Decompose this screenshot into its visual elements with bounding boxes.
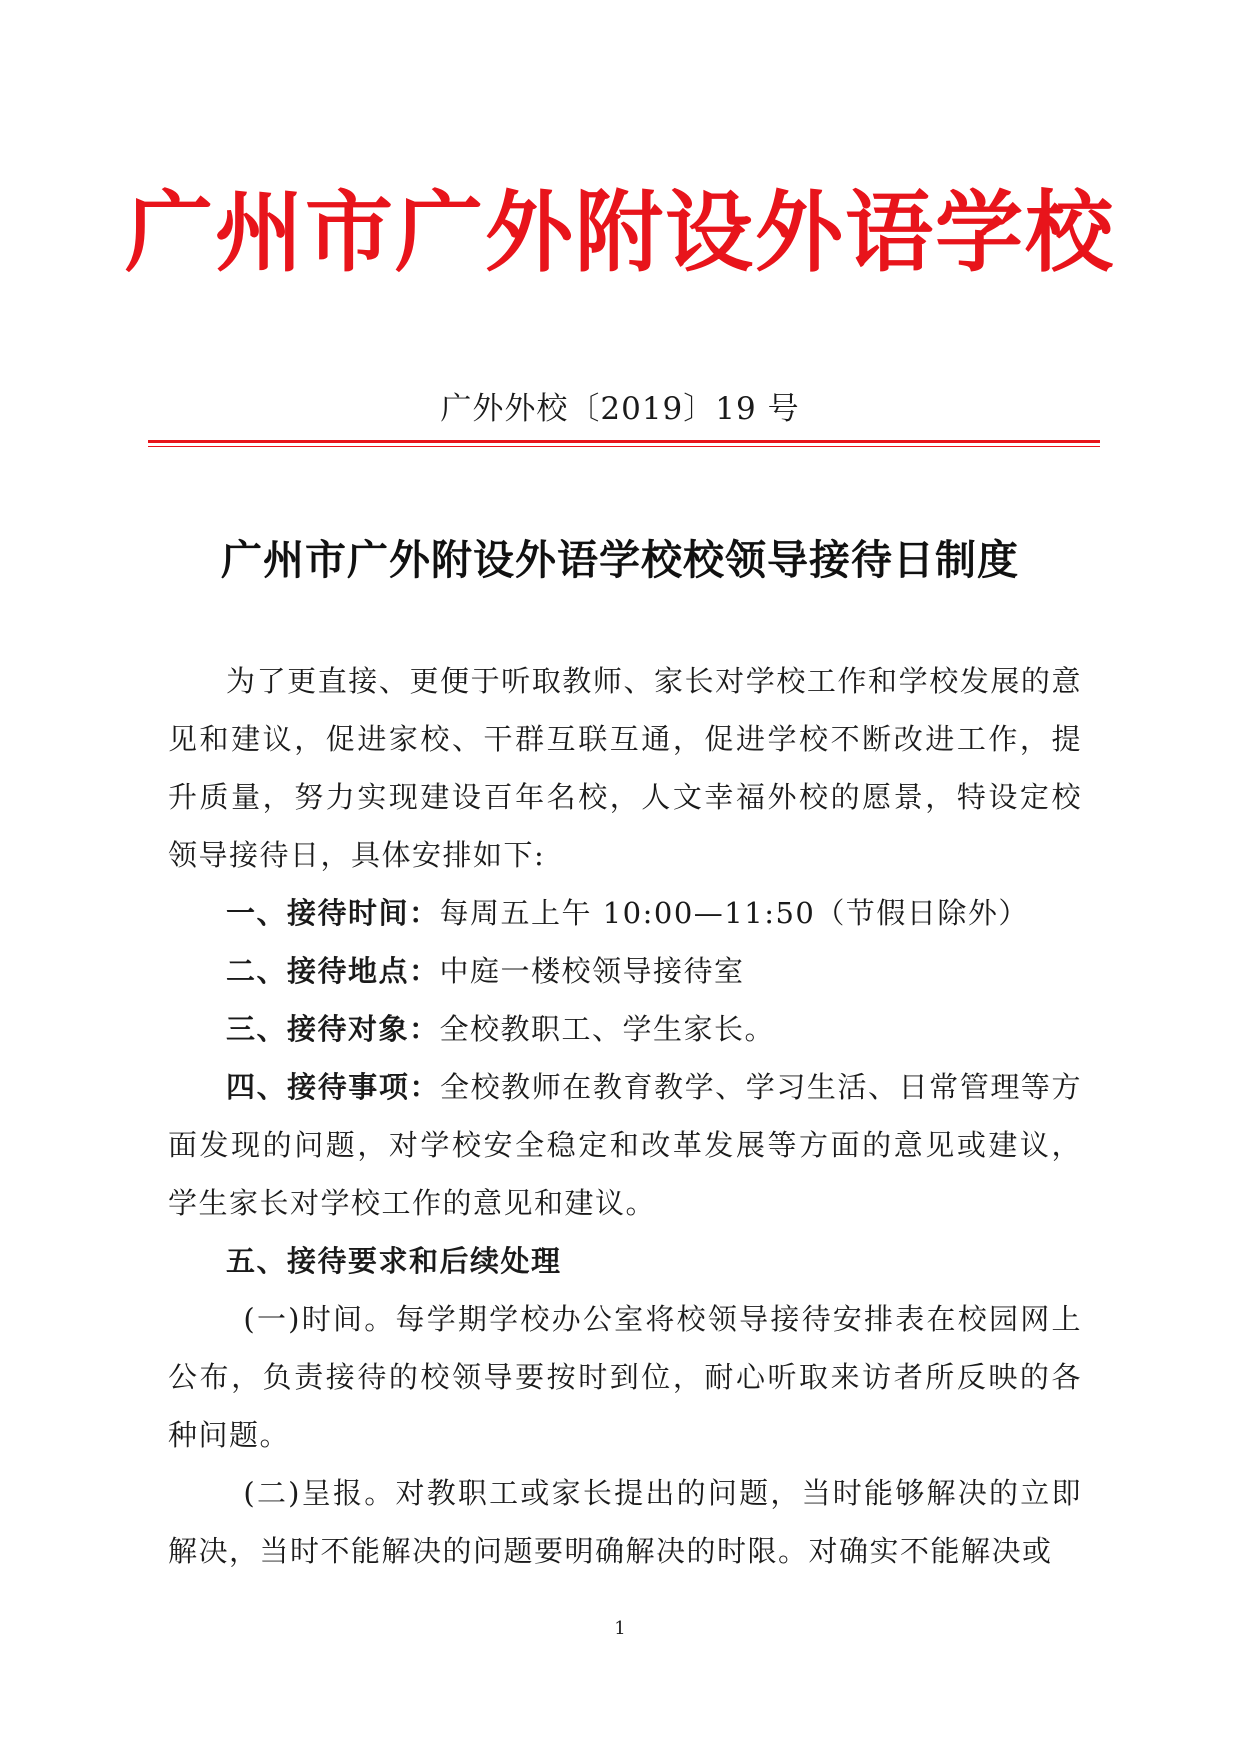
intro-paragraph: 为了更直接、更便于听取教师、家长对学校工作和学校发展的意见和建议，促进家校、干群互联互通，促进学校不断改进工作，提升质量，努力实现建设百年名校，人文幸福外校的愿景，特设定校领导接待日，具体安排如下: (168, 664, 1082, 872)
sub-item-time: (一)时间。每学期学校办公室将校领导接待安排表在校园网上公布，负责接待的校领导要按时到位，耐心听取来访者所反映的各种问题。 (168, 1302, 1082, 1452)
item-reception-requirements (168, 1232, 1082, 1290)
item-text: 中庭一楼校领导接待室 (439, 954, 745, 988)
header-divider-thick (148, 440, 1100, 443)
item-reception-time (168, 884, 1082, 942)
item-reception-location (168, 942, 1082, 1000)
document-title: 广州市广外附设外语学校校领导接待日制度 (221, 536, 1019, 584)
item-heading: 一、接待时间： (226, 896, 440, 930)
item-reception-matters (168, 1058, 1082, 1232)
header-divider-thin (148, 446, 1100, 447)
document-number: 广外外校〔2019〕19 号 (440, 391, 800, 427)
item-heading: 二、接待地点： (226, 954, 440, 988)
item-text: 全校教职工、学生家长。 (439, 1012, 776, 1046)
item-reception-audience (168, 1000, 1082, 1058)
organization-name: 广州市广外附设外语学校 (124, 180, 1115, 284)
sub-item-report: (二)呈报。对教职工或家长提出的问题，当时能够解决的立即解决，当时不能解决的问题要明确解决的时限。对确实不能解决或 (168, 1476, 1082, 1568)
item-text: 每周五上午 10:00—11:50（节假日除外） (439, 896, 1029, 930)
item-heading: 五、接待要求和后续处理 (226, 1244, 562, 1278)
item-heading: 四、接待事项： (226, 1070, 441, 1104)
document-body (168, 652, 1082, 1580)
item-heading: 三、接待对象： (226, 1012, 440, 1046)
page-number: 1 (614, 1618, 626, 1639)
item-text: 全校教师在教育教学、学习生活、日常管理等方面发现的问题，对学校安全稳定和改革发展等方面的意见或建议，学生家长对学校工作的意见和建议。 (168, 1070, 1082, 1220)
